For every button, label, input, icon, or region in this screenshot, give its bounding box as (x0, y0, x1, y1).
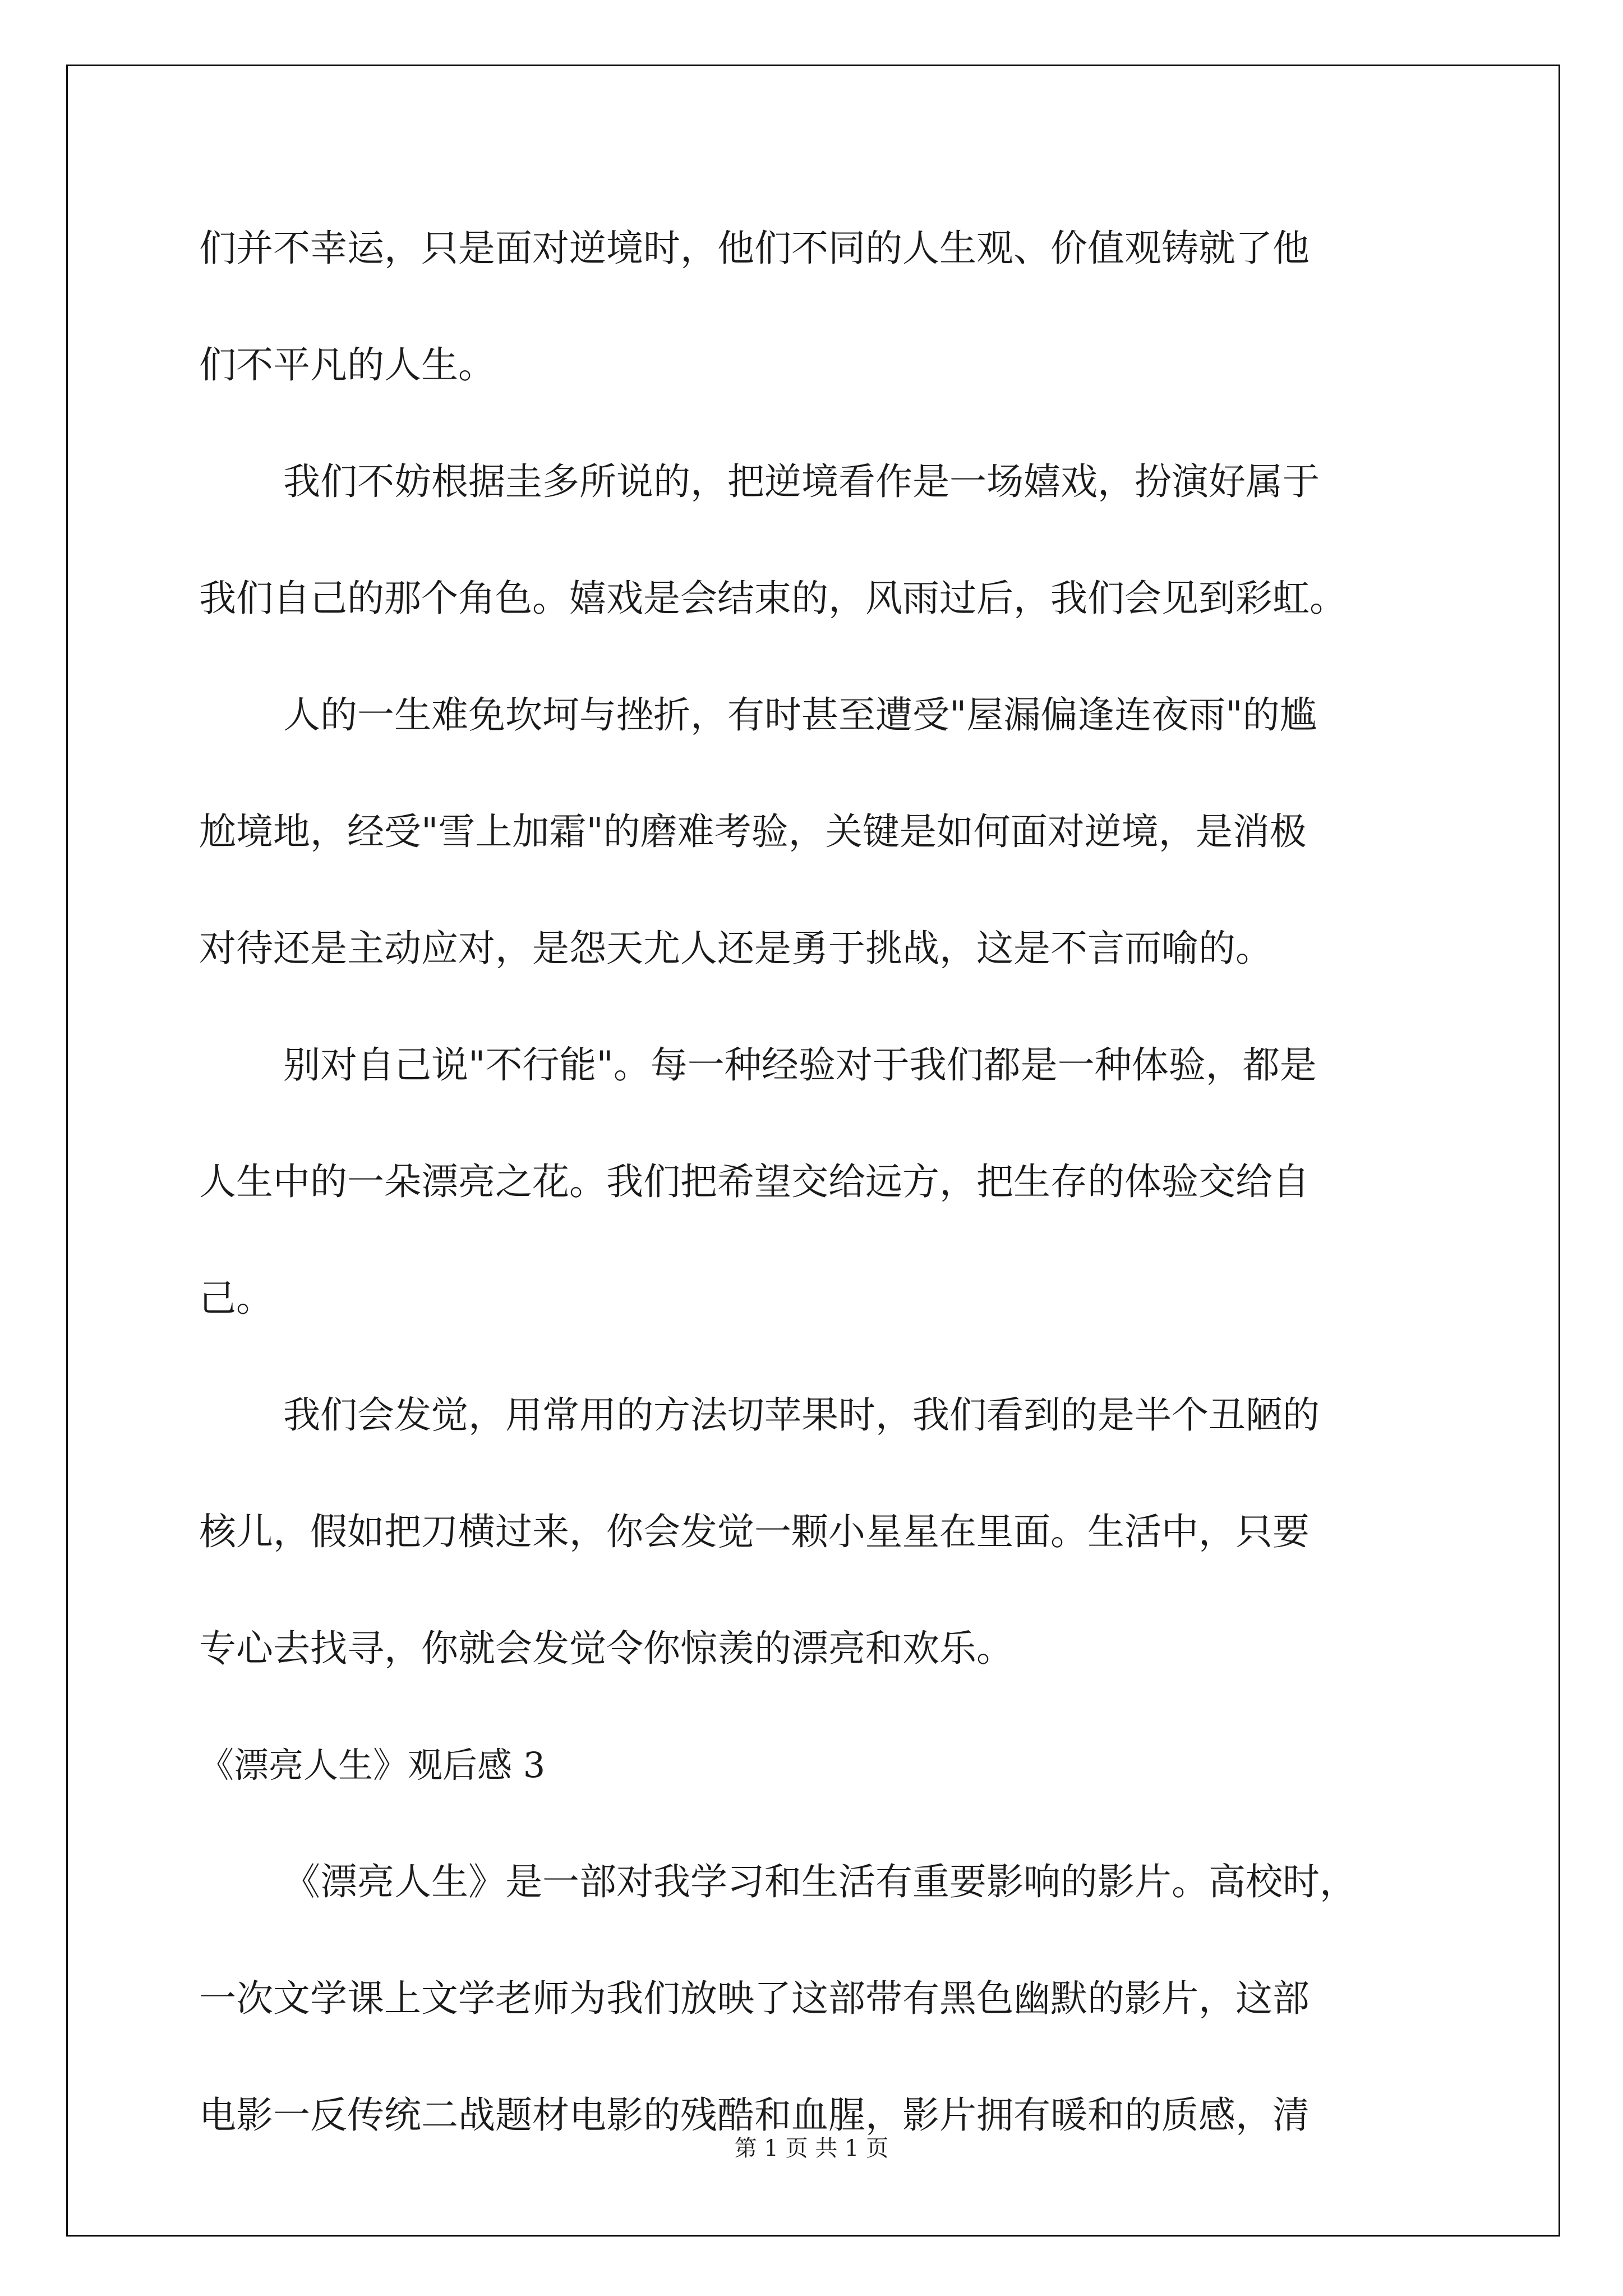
text-line: 人生中的一朵漂亮之花。我们把希望交给远方，把生存的体验交给自 (199, 1160, 1310, 1203)
text-line: 专心去找寻，你就会发觉令你惊羡的漂亮和欢乐。 (199, 1627, 1013, 1670)
text-line: 己。 (199, 1277, 273, 1320)
page-footer: 第 1 页 共 1 页 (734, 2136, 889, 2161)
text-line: 核儿，假如把刀横过来，你会发觉一颗小星星在里面。生活中，只要 (199, 1510, 1310, 1553)
text-line: 们并不幸运，只是面对逆境时，他们不同的人生观、价值观铸就了他 (199, 227, 1310, 270)
text-line: 们不平凡的人生。 (199, 343, 495, 386)
text-line: 对待还是主动应对，是怨天尤人还是勇于挑战，这是不言而喻的。 (199, 927, 1272, 970)
text-line: 我们不妨根据圭多所说的，把逆境看作是一场嬉戏，扮演好属于 (283, 460, 1320, 503)
text-line: 我们自己的那个角色。嬉戏是会结束的，风雨过后，我们会见到彩虹。 (199, 577, 1347, 620)
text-line: 电影一反传统二战题材电影的残酷和血腥，影片拥有暖和的质感，清 (199, 2093, 1310, 2137)
text-line: 尬境地，经受"雪上加霜"的磨难考验，关键是如何面对逆境，是消极 (199, 810, 1307, 853)
text-line: 《漂亮人生》是一部对我学习和生活有重要影响的影片。高校时， (283, 1860, 1357, 1903)
document-body (199, 218, 1433, 2201)
text-line: 我们会发觉，用常用的方法切苹果时，我们看到的是半个丑陋的 (283, 1393, 1320, 1437)
section-heading: 《漂亮人生》观后感 3 (199, 1745, 546, 1786)
text-line: 别对自己说"不行能"。每一种经验对于我们都是一种体验，都是 (283, 1043, 1317, 1087)
text-line: 人的一生难免坎坷与挫折，有时甚至遭受"屋漏偏逢连夜雨"的尴 (283, 693, 1317, 737)
text-line: 一次文学课上文学老师为我们放映了这部带有黑色幽默的影片，这部 (199, 1977, 1310, 2020)
